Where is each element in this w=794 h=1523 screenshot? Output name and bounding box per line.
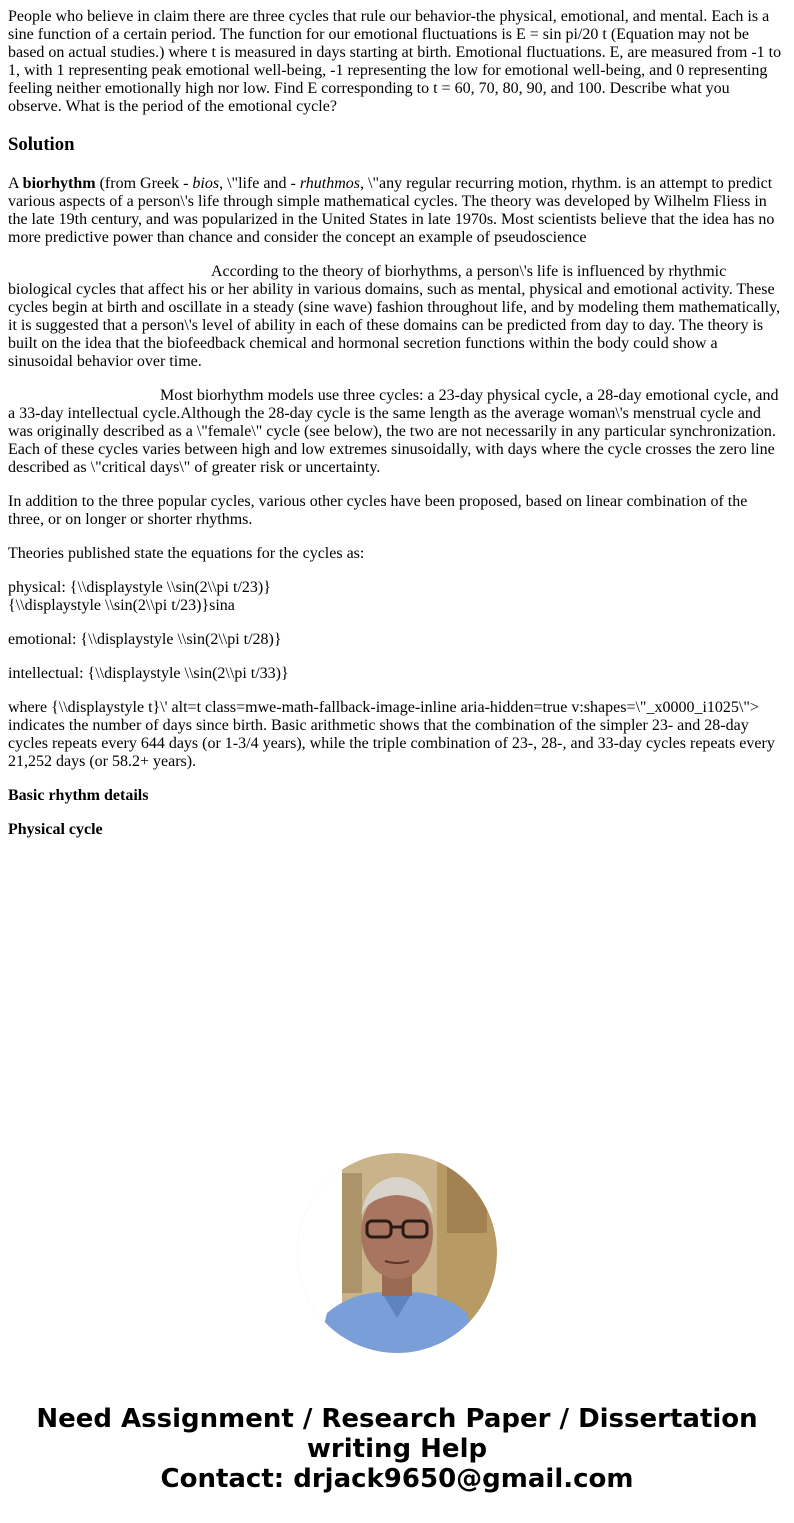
intro-part3: , \"life and -: [219, 175, 300, 192]
document-content: [8, 8, 786, 855]
cycles-paragraph: [8, 387, 786, 477]
physical-equation: [8, 579, 786, 615]
intellectual-equation: intellectual: {\\displaystyle \\sin(2\\pi t/33)}: [8, 665, 289, 682]
theory-paragraph: [8, 263, 786, 371]
assignment-help-banner: [0, 1404, 794, 1494]
banner-contact-line: Contact: drjack9650@gmail.com: [160, 1464, 634, 1494]
banner-line-2: writing Help: [306, 1434, 488, 1464]
physical-equation-line2: {\\displaystyle \\sin(2\\pi t/23)}sina: [8, 597, 235, 614]
rhuthmos-term: rhuthmos: [299, 175, 360, 192]
other-cycles-paragraph: In addition to the three popular cycles, various other cycles have been proposed, based on linear combination of the three, or on longer or shorter rhythms.: [8, 493, 748, 528]
intro-part2: (from Greek -: [95, 175, 193, 192]
biorhythm-term: biorhythm: [22, 175, 96, 192]
physical-equation-line1: physical: {\\displaystyle \\sin(2\\pi t/23)}: [8, 579, 271, 596]
theory-text: According to the theory of biorhythms, a person\'s life is influenced by rhythmic biological cycles that affect his or her ability in various domains, such as mental, physical and emotional activity. These cycles begin at birth and oscillate in a steady (sine wave) fashion throughout life, and by modeling them mathematically, it is suggested that a person\'s level of ability in each of these domains can be predicted from day to day. The theory is built on the idea that the biofeedback chemical and hormonal secretion functions within the body could show a sinusoidal behavior over time.: [8, 263, 781, 370]
bios-term: bios: [192, 175, 220, 192]
physical-cycle-heading: [8, 821, 786, 839]
author-portrait-image: [297, 1153, 497, 1353]
where-paragraph: where {\\displaystyle t}\' alt=t class=mwe-math-fallback-image-inline aria-hidden=true v:shapes=\"_x0000_i1025\"> indicates the number of days since birth. Basic arithmetic shows that the combination of the simpler 23- and 28-day cycles repeats every 644 days (or 1-3/4 years), while the triple combination of 23-, 28-, and 33-day cycles repeats every 21,252 days (or 58.2+ years).: [8, 699, 775, 770]
biorhythm-intro-paragraph: [8, 175, 786, 247]
equations-intro: Theories published state the equations for the cycles as:: [8, 545, 365, 562]
basic-rhythm-heading: [8, 787, 786, 805]
cycles-text: Most biorhythm models use three cycles: a 23-day physical cycle, a 28-day emotional cycle, and a 33-day intellectual cycle.Although the 28-day cycle is the same length as the average woman\'s menstrual cycle and was originally described as a \"female\" cycle (see below), the two are not necessarily in any particular synchronization. Each of these cycles varies between high and low extremes sinusoidally, with days where the cycle crosses the zero line described as \"critical days\" of greater risk or uncertainty.: [8, 387, 779, 476]
intro-prefix: A: [8, 175, 23, 192]
author-avatar: [297, 1153, 497, 1353]
physical-cycle-heading-text: Physical cycle: [8, 821, 103, 838]
basic-rhythm-heading-text: Basic rhythm details: [8, 787, 149, 804]
question-text: People who believe in claim there are three cycles that rule our behavior-the physical, emotional, and mental. Each is a sine function of a certain period. The function for our emotional fluctuations is E = sin pi/20 t (Equation may not be based on actual studies.) where t is measured in days starting at birth. Emotional fluctuations. E, are measured from -1 to 1, with 1 representing peak emotional well-being, -1 representing the low for emotional well-being, and 0 representing feeling neither emotionally high nor low. Find E corresponding to t = 60, 70, 80, 90, and 100. Describe what you observe. What is the period of the emotional cycle?: [8, 8, 782, 115]
banner-line-1: Need Assignment / Research Paper / Dissertation: [36, 1404, 758, 1434]
intro-part4: , \"any regular recurring motion, rhythm. is an attempt to predict various aspects of a person\'s life through simple mathematical cycles. The theory was developed by Wilhelm Fliess in the late 19th century, and was popularized in the United States in late 1970s. Most scientists believe that the idea has no more predictive power than chance and consider the concept an example of pseudoscience: [8, 175, 775, 246]
solution-heading: Solution: [8, 134, 75, 155]
emotional-equation: emotional: {\\displaystyle \\sin(2\\pi t/28)}: [8, 631, 282, 648]
